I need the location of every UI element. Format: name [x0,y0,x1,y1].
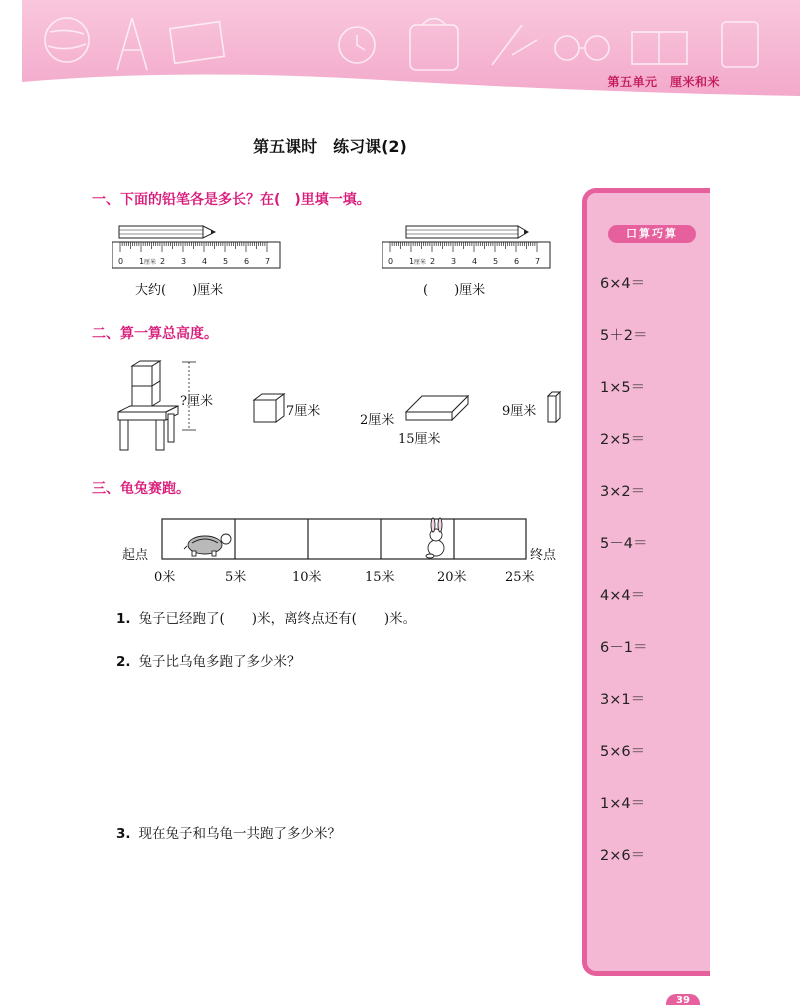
calc-item[interactable]: 1×5＝ [600,380,646,396]
slab-icon [406,396,468,420]
race-mark-25: 25米 [505,570,535,585]
question-2 [116,650,301,670]
race-track [160,517,530,563]
calc-item[interactable]: 5＋2＝ [600,328,648,344]
question-1 [116,607,416,627]
section2-heading: 二、算一算总高度。 [92,326,218,342]
ruler-number: 3 [181,257,187,266]
ruler-unit: 厘米 [144,259,157,266]
lesson-title: 第五课时 练习课(2) [253,137,407,156]
ruler-number: 4 [202,257,208,266]
calc-item[interactable]: 2×6＝ [600,848,646,864]
ruler-number: 6 [514,257,520,266]
calc-item[interactable]: 5－4＝ [600,536,648,552]
calc-item[interactable]: 1×4＝ [600,796,646,812]
header-banner [22,0,800,100]
question-2-text: 兔子比乌龟多跑了多少米？ [138,654,301,670]
ruler-number: 0 [388,257,394,266]
ruler-number: 7 [265,257,271,266]
ruler-number: 5 [223,257,229,266]
ruler-number: 6 [244,257,250,266]
question-1-number: 1. [116,611,131,627]
question-3-text: 现在兔子和乌龟一共跑了多少米？ [138,826,342,842]
race-mark-15: 15米 [365,570,395,585]
calc-item[interactable]: 6×4＝ [600,276,646,292]
ruler-number: 4 [472,257,478,266]
question-3-number: 3. [116,826,131,842]
ruler-number: 2 [430,257,436,266]
question-2-number: 2. [116,654,131,670]
ruler-icon [382,242,550,268]
page-number: 39 [666,994,700,1005]
ruler-number: 5 [493,257,499,266]
ruler-icon [112,242,280,268]
label-slab-length: 15厘米 [398,432,441,447]
question-3 [116,822,341,842]
calc-item[interactable]: 3×2＝ [600,484,646,500]
ruler-number: 7 [535,257,541,266]
question-1-text[interactable]: 兔子已经跑了( )米，离终点还有( )米。 [138,611,417,627]
ruler-number: 2 [160,257,166,266]
race-mark-20: 20米 [437,570,467,585]
calc-item[interactable]: 3×1＝ [600,692,646,708]
race-mark-0: 0米 [154,570,176,585]
mental-math-badge: 口算巧算 [608,225,696,243]
stool-with-cubes-icon [118,361,178,450]
unit-label: 第五单元 厘米和米 [607,75,720,89]
calc-item[interactable]: 2×5＝ [600,432,646,448]
answer-left[interactable]: 大约( )厘米 [135,283,224,298]
calc-item[interactable]: 4×4＝ [600,588,646,604]
ruler-number: 3 [451,257,457,266]
label-cube: 7厘米 [286,404,321,419]
pencil-ruler-figure-2 [382,222,554,272]
calc-item[interactable]: 6－1＝ [600,640,648,656]
race-mark-5: 5米 [225,570,247,585]
pencil-icon [119,226,215,238]
race-end-label: 终点 [530,548,557,563]
pencil-icon [406,226,528,238]
label-question-height: ?厘米 [180,394,213,409]
ruler-number: 0 [118,257,124,266]
section3-heading: 三、龟兔赛跑。 [92,481,190,497]
ruler-number: 1 [139,257,145,266]
height-figure [110,360,570,455]
answer-right[interactable]: ( )厘米 [423,283,486,298]
ruler-number: 1 [409,257,415,266]
ruler-unit: 厘米 [414,259,427,266]
cube-icon [254,394,284,422]
race-mark-10: 10米 [292,570,322,585]
label-slab-height: 2厘米 [360,413,395,428]
race-start-label: 起点 [122,548,149,563]
section1-heading: 一、下面的铅笔各是多长？在( )里填一填。 [92,192,371,208]
label-tall: 9厘米 [502,404,537,419]
calc-item[interactable]: 5×6＝ [600,744,646,760]
tall-block-icon [548,392,560,422]
pencil-ruler-figure-1 [112,222,284,272]
